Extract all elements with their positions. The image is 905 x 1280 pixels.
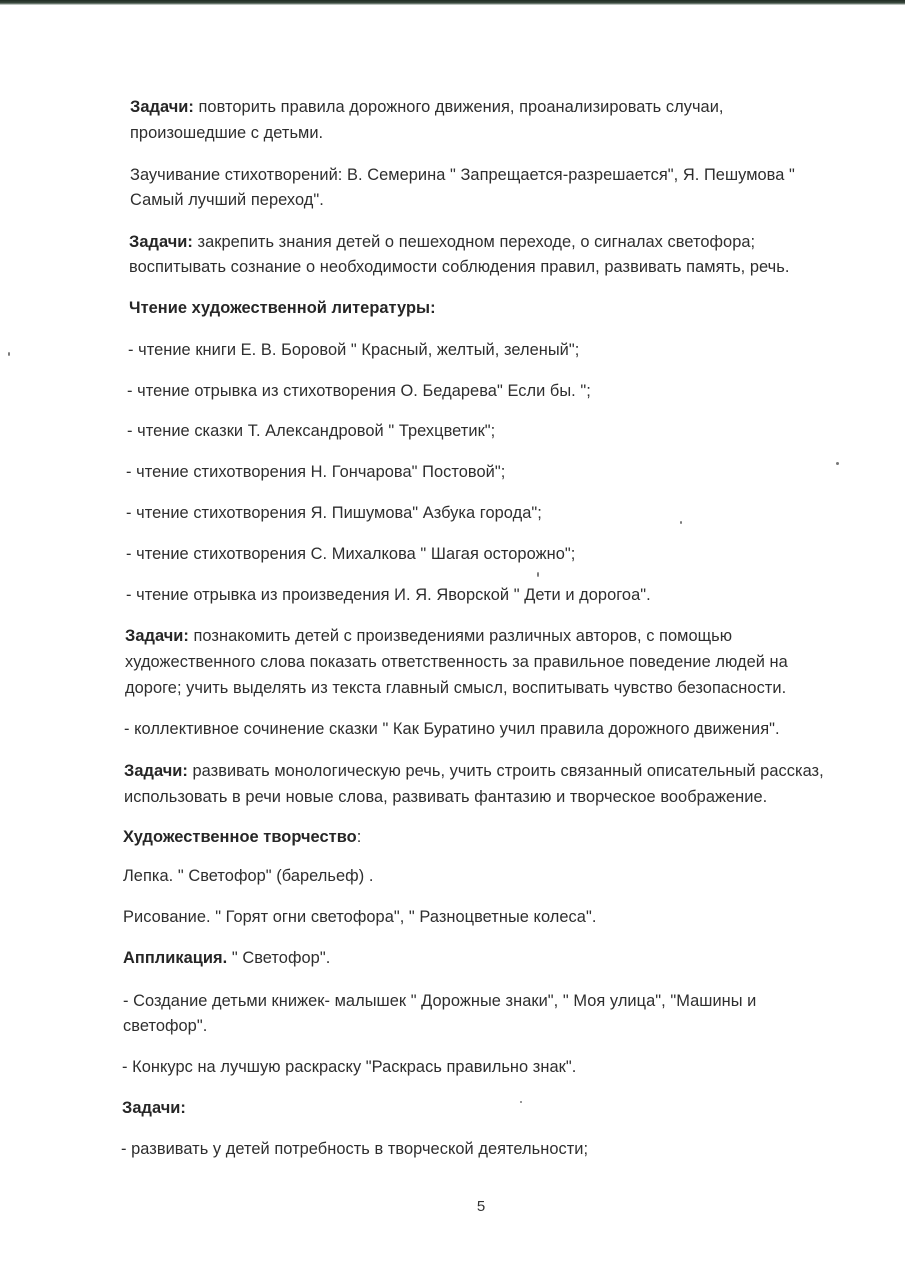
- list-item: - чтение отрывка из стихотворения О. Бедарева" Если бы. ";: [127, 382, 591, 400]
- text-line: Рисование. " Горят огни светофора", " Разноцветные колеса".: [123, 908, 597, 926]
- scan-speck: [520, 1101, 522, 1103]
- list-item: светофор".: [123, 1017, 208, 1035]
- list-item: - чтение стихотворения Н. Гончарова" Постовой";: [126, 463, 506, 481]
- list-item: - коллективное сочинение сказки " Как Буратино учил правила дорожного движения".: [124, 720, 780, 738]
- scan-speck: [537, 572, 539, 577]
- list-item: - чтение отрывка из произведения И. Я. Яворской " Дети и дорогоа".: [126, 586, 651, 604]
- list-item: - Конкурс на лучшую раскраску "Раскрась правильно знак".: [122, 1058, 577, 1076]
- text-line: Самый лучший переход".: [130, 191, 324, 209]
- list-item: - чтение стихотворения Я. Пишумова" Азбука города";: [126, 504, 542, 522]
- text-line: Задачи: закрепить знания детей о пешеходном переходе, о сигналах светофора;: [129, 233, 756, 251]
- text-line: Задачи: познакомить детей с произведениями различных авторов, с помощью: [125, 627, 733, 645]
- list-item: - Создание детьми книжек- малышек " Дорожные знаки", " Моя улица", "Машины и: [123, 992, 757, 1010]
- section-heading: Художественное творчество:: [123, 828, 362, 846]
- scan-speck: [836, 462, 839, 465]
- text-line: Лепка. " Светофор" (барельеф) .: [123, 867, 374, 885]
- text-line: произошедшие с детьми.: [130, 124, 324, 142]
- text-line: дороге; учить выделять из текста главный смысл, воспитывать чувство безопасности.: [125, 679, 787, 697]
- text-line: художественного слова показать ответственность за правильное поведение людей на: [125, 653, 788, 671]
- page-number: 5: [476, 1198, 486, 1215]
- list-item: - чтение сказки Т. Александровой " Трехцветик";: [127, 422, 496, 440]
- section-heading: Задачи:: [122, 1099, 186, 1117]
- list-item: - развивать у детей потребность в творческой деятельности;: [121, 1140, 589, 1158]
- text-line: Задачи: развивать монологическую речь, учить строить связанный описательный рассказ,: [124, 762, 824, 780]
- list-item: - чтение книги Е. В. Боровой " Красный, желтый, зеленый";: [128, 341, 580, 359]
- scan-speck: [8, 352, 10, 356]
- scan-speck: [680, 521, 682, 524]
- text-line: использовать в речи новые слова, развивать фантазию и творческое воображение.: [124, 788, 768, 806]
- section-heading: Чтение художественной литературы:: [129, 299, 436, 317]
- list-item: - чтение стихотворения С. Михалкова " Шагая осторожно";: [126, 545, 576, 563]
- text-line: Аппликация. " Светофор".: [123, 949, 331, 967]
- text-line: воспитывать сознание о необходимости соблюдения правил, развивать память, речь.: [129, 258, 790, 276]
- text-line: Заучивание стихотворений: В. Семерина " Запрещается-разрешается", Я. Пешумова ": [130, 166, 795, 184]
- text-line: Задачи: повторить правила дорожного движения, проанализировать случаи,: [130, 98, 724, 116]
